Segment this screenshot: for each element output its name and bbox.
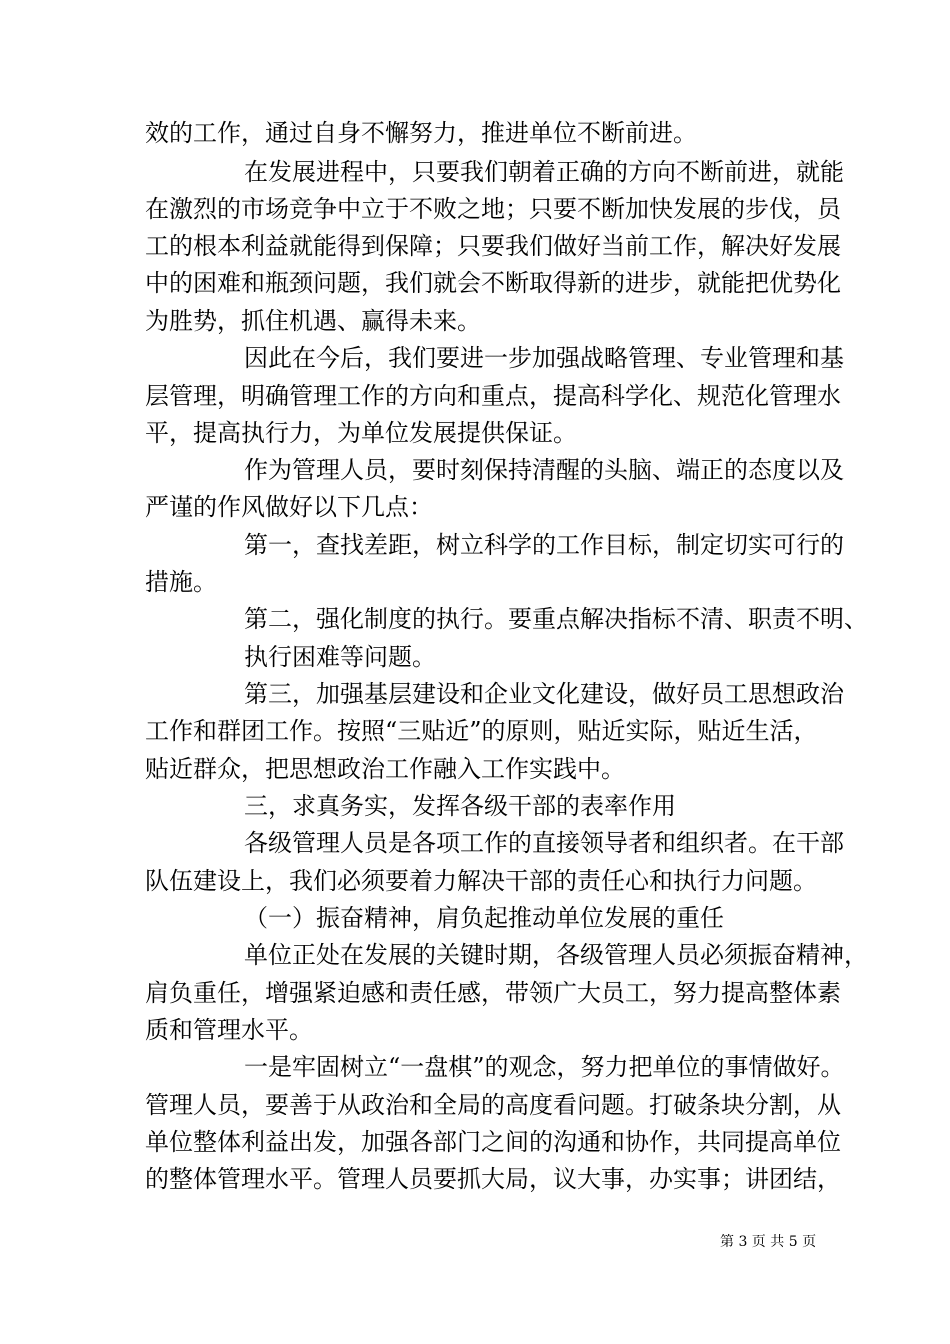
text-line: 作为管理人员，要时刻保持清醒的头脑、端正的态度以及 xyxy=(244,456,844,484)
text-line: 中的困难和瓶颈问题，我们就会不断取得新的进步，就能把优势化 xyxy=(145,269,841,297)
text-line: 单位整体利益出发，加强各部门之间的沟通和协作，共同提高单位 xyxy=(145,1128,841,1156)
text-line: 严谨的作风做好以下几点： xyxy=(145,493,433,521)
text-line: 在发展进程中，只要我们朝着正确的方向不断前进，就能 xyxy=(244,158,844,186)
page-number-footer: 第 3 页 共 5 页 xyxy=(720,1234,817,1250)
text-line: 管理人员，要善于从政治和全局的高度看问题。打破条块分割，从 xyxy=(145,1091,841,1119)
text-line: 贴近群众，把思想政治工作融入工作实践中。 xyxy=(145,755,625,783)
section-heading: 三，求真务实，发挥各级干部的表率作用 xyxy=(244,792,676,820)
text-line: 队伍建设上，我们必须要着力解决干部的责任心和执行力问题。 xyxy=(145,867,817,895)
text-line: 措施。 xyxy=(145,568,217,596)
text-line: 工的根本利益就能得到保障；只要我们做好当前工作，解决好发展 xyxy=(145,232,841,260)
text-line: 肩负重任，增强紧迫感和责任感，带领广大员工，努力提高整体素 xyxy=(145,979,841,1007)
text-line: 质和管理水平。 xyxy=(145,1016,313,1044)
text-line: 单位正处在发展的关键时期，各级管理人员必须振奋精神， xyxy=(244,941,868,969)
text-line: 第三，加强基层建设和企业文化建设，做好员工思想政治 xyxy=(244,680,844,708)
text-line: 第二，强化制度的执行。要重点解决指标不清、职责不明、 xyxy=(244,605,868,633)
text-line: 第一，查找差距，树立科学的工作目标，制定切实可行的 xyxy=(244,531,844,559)
text-line: 工作和群团工作。按照“三贴近”的原则，贴近实际，贴近生活， xyxy=(145,717,818,745)
text-line: 平，提高执行力，为单位发展提供保证。 xyxy=(145,419,577,447)
subsection-heading: （一）振奋精神，肩负起推动单位发展的重任 xyxy=(244,904,724,932)
text-line: 一是牢固树立“一盘棋”的观念，努力把单位的事情做好。 xyxy=(244,1053,845,1081)
text-line: 执行困难等问题。 xyxy=(244,643,436,671)
text-line: 因此在今后，我们要进一步加强战略管理、专业管理和基 xyxy=(244,344,844,372)
text-line: 在激烈的市场竞争中立于不败之地；只要不断加快发展的步伐，员 xyxy=(145,195,841,223)
text-line: 的整体管理水平。管理人员要抓大局，议大事，办实事；讲团结， xyxy=(145,1165,841,1193)
text-line: 为胜势，抓住机遇、赢得未来。 xyxy=(145,307,481,335)
text-line: 层管理，明确管理工作的方向和重点，提高科学化、规范化管理水 xyxy=(145,382,841,410)
text-line: 效的工作，通过自身不懈努力，推进单位不断前进。 xyxy=(145,119,697,147)
text-line: 各级管理人员是各项工作的直接领导者和组织者。在干部 xyxy=(244,829,844,857)
